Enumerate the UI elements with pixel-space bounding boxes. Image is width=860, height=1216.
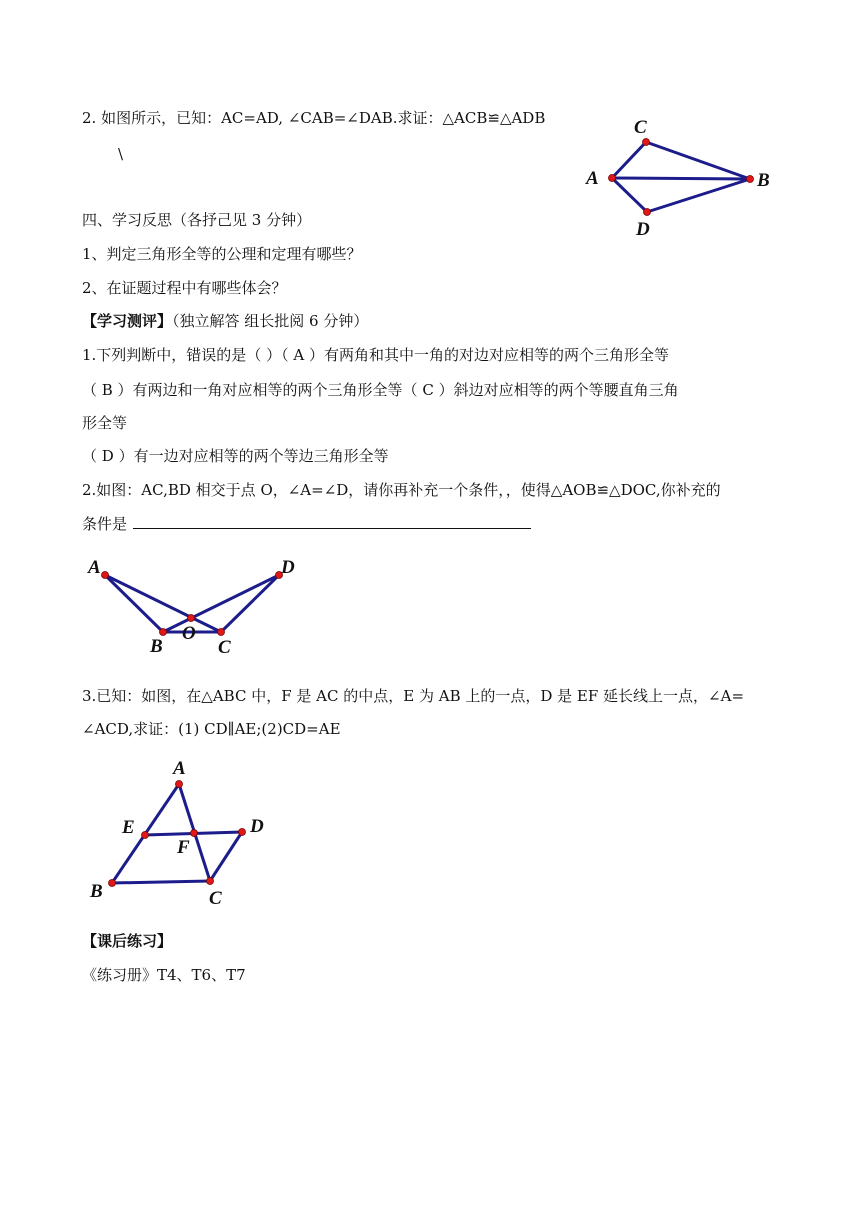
label-c: C [218,637,231,658]
stray-backslash: \ [118,145,124,163]
evaluation-heading-note: （独立解答 组长批阅 6 分钟） [172,312,369,330]
point-b [160,629,167,636]
point-c [643,139,650,146]
point-b [747,176,754,183]
label-a: A [586,168,599,189]
label-c: C [634,117,647,138]
homework-text: 《练习册》T4、T6、T7 [82,966,246,984]
label-d: D [250,816,264,837]
q1-line-2: （ B ）有两边和一角对应相等的两个三角形全等（ C ）斜边对应相等的两个等腰直角三角 [82,381,679,399]
q1-line-4: （ D ）有一边对应相等的两个等边三角形全等 [82,447,389,465]
figure-bowtie-aobdoc [82,555,312,664]
figure-triangle-abc [82,755,282,919]
point-d [644,209,651,216]
point-a [176,781,183,788]
label-a: A [173,758,186,779]
q2-answer-blank[interactable] [133,514,531,529]
reflection-item-1: 1、判定三角形全等的公理和定理有哪些？ [82,245,362,263]
point-f [191,830,198,837]
q1-line-1: 1.下列判断中，错误的是（ ）（ A ）有两角和其中一角的对边对应相等的两个三角形全等 [82,346,669,364]
label-b: B [90,881,103,902]
q2-line-2 [82,514,531,534]
q2-line-1: 2.如图：AC,BD 相交于点 O，∠A=∠D，请你再补充一个条件，，使得△AOB≌△DOC,你补充的 [82,481,721,499]
figure-quadrilateral-acbd [580,110,780,244]
label-d: D [636,219,650,240]
q3-line-1: 3.已知：如图，在△ABC 中，F 是 AC 的中点，E 为 AB 上的一点，D 是 EF 延长线上一点，∠A= [82,687,745,705]
q1-line-3: 形全等 [82,414,128,432]
q3-line-2: ∠ACD,求证：(1) CD∥AE;(2)CD=AE [82,720,341,738]
q2-answer-prompt: 条件是 [82,515,128,533]
point-c [218,629,225,636]
label-c: C [209,888,222,909]
label-e: E [122,817,135,838]
reflection-item-2: 2、在证题过程中有哪些体会？ [82,279,287,297]
label-o: O [182,623,196,644]
point-e [142,832,149,839]
label-f: F [177,837,190,858]
label-a: A [88,557,101,578]
point-c [207,878,214,885]
section-4-heading: 四、学习反思（各抒己见 3 分钟） [82,211,312,229]
evaluation-heading-bracket: 【学习测评】 [82,312,173,330]
homework-heading: 【课后练习】 [82,932,173,950]
label-b: B [150,636,163,657]
point-d [239,829,246,836]
evaluation-heading [82,311,368,331]
label-b: B [757,170,770,191]
point-a [609,175,616,182]
label-d: D [281,557,295,578]
point-o [188,615,195,622]
point-b [109,880,116,887]
problem-2-statement: 2. 如图所示，已知：AC=AD, ∠CAB=∠DAB.求证：△ACB≌△ADB [82,109,546,127]
point-a [102,572,109,579]
